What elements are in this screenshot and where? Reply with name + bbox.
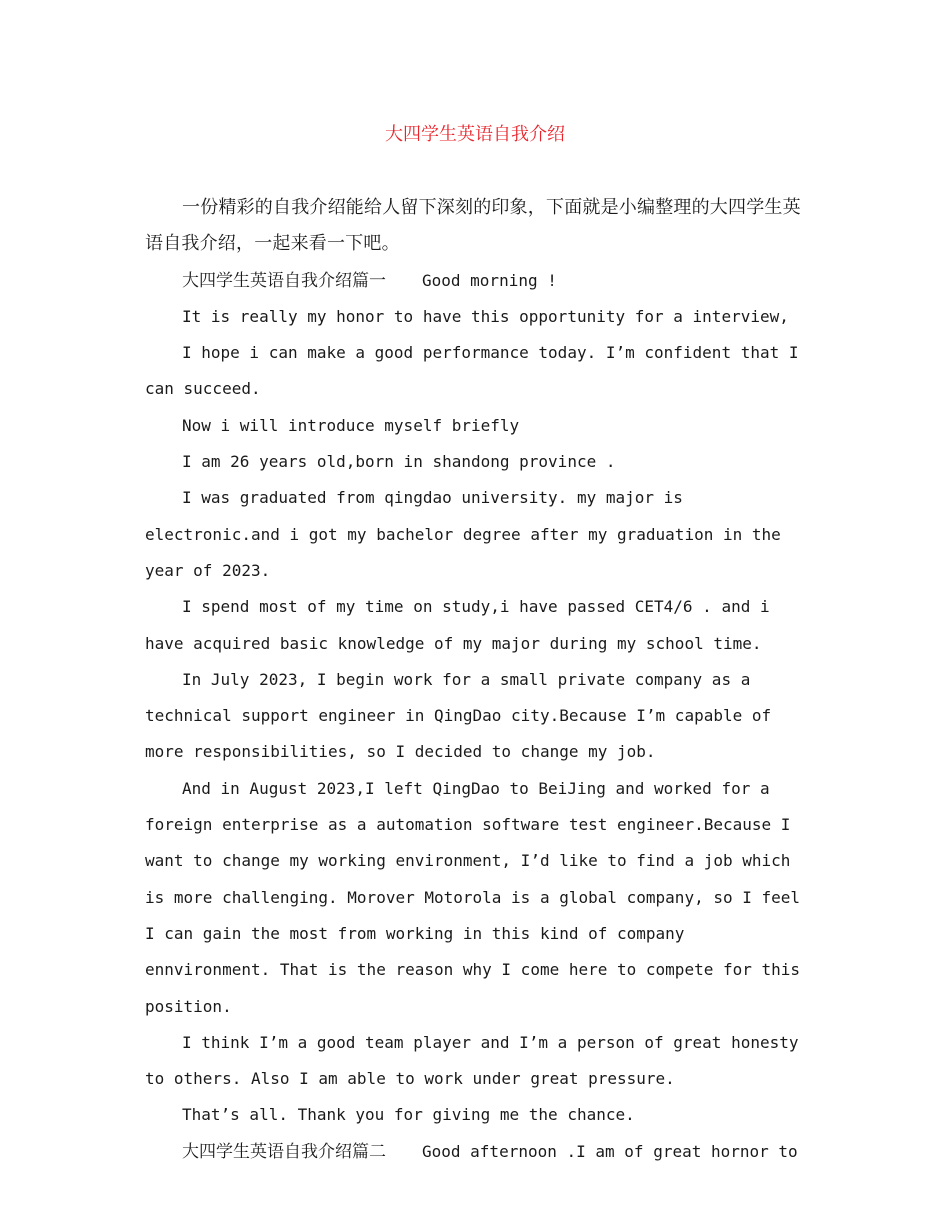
section-2-opening: Good afternoon .I am of great hornor to (422, 1141, 798, 1161)
paragraph: I am 26 years old,born in shandong province . (182, 452, 616, 472)
paragraph: That’s all. Thank you for giving me the chance. (182, 1105, 635, 1125)
paragraph: And in August 2023,I left QingDao to BeiJing and worked for a foreign enterprise as a automation software test engineer.Because I want to change my working environment, I’d like to find a job which is more challenging. Morover Motorola is a global company, so I feel I can gain the most from working in this kind of company ennvironment. That is the reason why I come here to compete for this position. (145, 778, 801, 1016)
paragraph: In July 2023, I begin work for a small private company as a technical support engineer in QingDao city.Because I’m capable of more responsibilities, so I decided to change my job. (145, 669, 772, 762)
section-2-heading: 大四学生英语自我介绍篇二 (182, 1141, 386, 1162)
section-1-greeting: Good morning ! (422, 270, 557, 290)
paragraph: Now i will introduce myself briefly (182, 415, 520, 435)
paragraph: It is really my honor to have this opportunity for a interview, (182, 306, 789, 326)
document-title: 大四学生英语自我介绍 (385, 124, 565, 145)
paragraph: I hope i can make a good performance today. I’m confident that I can succeed. (145, 343, 799, 399)
paragraph: I think I’m a good team player and I’m a person of great honesty to others. Also I am able to work under great pressure. (145, 1032, 799, 1089)
section-2-heading-line (145, 1134, 810, 1170)
section-1-heading-line (145, 263, 810, 299)
paragraph: I was graduated from qingdao university. my major is electronic.and i got my bachelor degree after my graduation in the year of 2023. (145, 488, 781, 580)
section-1-heading: 大四学生英语自我介绍篇一 (182, 270, 386, 291)
document-body (145, 190, 810, 1170)
paragraph: I spend most of my time on study,i have passed CET4/6 . and i have acquired basic knowledge of my major during my school time. (145, 597, 770, 653)
intro-paragraph: 一份精彩的自我介绍能给人留下深刻的印象，下面就是小编整理的大四学生英语自我介绍，一起来看一下吧。 (145, 197, 801, 255)
